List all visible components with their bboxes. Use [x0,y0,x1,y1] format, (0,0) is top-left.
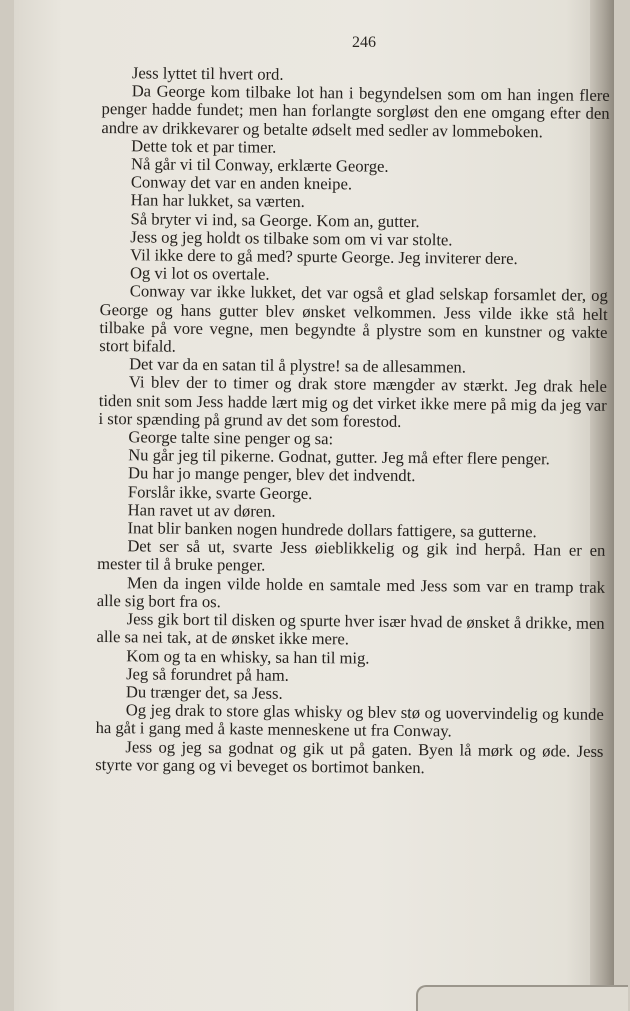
paragraph: Inat blir banken nogen hundrede dollars fattigere, sa gutterne. [127,518,537,542]
paragraph: Og jeg drak to store glas whisky og blev stø og uovervindelig og kunde ha gåt i gang med å kaste menneskene ut fra Conway. [95,700,604,741]
paragraph: Conway var ikke lukket, det var også et glad selskap forsamlet der, og George og hans gutter blev ønsket velkommen. Jess vilde ikke stå helt tilbake på vore vegne, men begyndte å plystre som en kunstner og vakte stort bifald. [99,281,608,356]
paragraph: Det var da en satan til å plystre! sa de allesammen. [129,354,467,377]
paragraph: Conway det var en anden kneipe. [130,172,353,194]
paragraph: Jess og jeg holdt os tilbake som om vi var stolte. [130,227,453,250]
paragraph: Jess og jeg sa godnat og gik ut på gaten. Byen lå mørk og øde. Jess styrte vor gang og vi beveget os bortimot banken. [95,736,604,777]
paragraph: Så bryter vi ind, sa George. Kom an, gutter. [130,208,420,231]
paragraph: Vil ikke dere to gå med? spurte George. Jeg inviterer dere. [130,245,518,269]
paragraph: Forslår ikke, svarte George. [127,481,313,503]
paragraph: George talte sine penger og sa: [128,427,334,449]
paragraph: Du har jo mange penger, blev det indvendt. [127,463,416,486]
paragraph: Det ser så ut, svarte Jess øieblikkelig og gik ind herpå. Han er en mester til å bruke penger. [97,536,606,576]
paragraph: Og vi lot os overtale. [129,263,270,284]
book-page [14,0,614,1011]
page-number: 246 [352,34,376,51]
paragraph: Dette tok et par timer. [131,136,277,157]
paragraph: Han har lukket, sa værten. [130,190,305,212]
paragraph: Nu går jeg til pikerne. Godnat, gutter. Jeg må efter flere penger. [128,445,550,469]
paragraph: Du trænger det, sa Jess. [125,682,283,703]
paragraph: Men da ingen vilde holde en samtale med Jess som var en tramp trak alle sig bort fra os. [96,572,606,612]
paragraph: Han ravet ut av døren. [127,500,276,521]
page-corner-fold [416,985,628,1011]
paragraph: Jess lyttet til hvert ord. [131,63,284,84]
paragraph: Kom og ta en whisky, sa han til mig. [126,645,370,668]
paragraph: Vi blev der to timer og drak store mængder av stærkt. Jeg drak hele tiden snit som Jess hadde lært mig og det virket ikke mere på mig da jeg var i stor spænding på grund av det som forestod. [98,372,608,431]
paragraph: Da George kom tilbake lot han i begyndelsen som om han ingen flere penger hadde fundet; men han forlangte sorgløst den ene omgang efter den andre av drikkevarer og betalte ødselt med sedler av lommeboken. [101,81,610,141]
paragraph: Nå går vi til Conway, erklærte George. [130,154,389,176]
body-text [95,64,610,779]
paragraph: Jess gik bort til disken og spurte hver især hvad de ønsket å drikke, men alle sa nei tak, at de ønsket ikke mere. [96,609,605,649]
paragraph: Jeg så forundret på ham. [126,663,289,685]
